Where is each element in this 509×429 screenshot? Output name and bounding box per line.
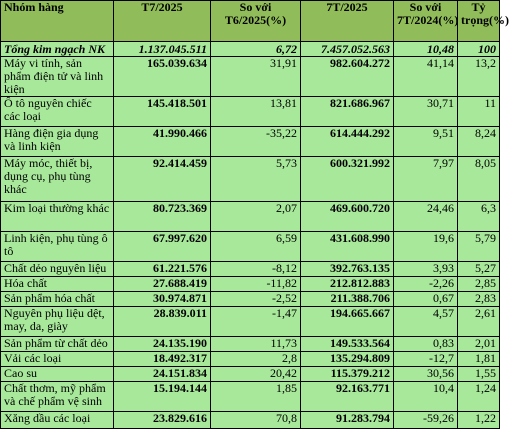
row-vs-t6: -2,52 bbox=[211, 292, 301, 307]
row-ytd: 149.533.564 bbox=[301, 337, 394, 352]
row-name: Máy vi tính, sản phẩm điện tử và linh kiện bbox=[1, 57, 114, 97]
table-row bbox=[1, 382, 500, 412]
total-row bbox=[1, 42, 500, 57]
table-row bbox=[1, 202, 500, 232]
row-vs-t6: -1,47 bbox=[211, 307, 301, 337]
row-name: Nguyên phụ liệu dệt, may, da, giày bbox=[1, 307, 114, 337]
row-vs-ytd: -12,7 bbox=[394, 352, 458, 367]
row-ytd: 982.604.272 bbox=[301, 57, 394, 97]
row-name: Cao su bbox=[1, 367, 114, 382]
row-share: 5,27 bbox=[458, 262, 500, 277]
table-row bbox=[1, 307, 500, 337]
row-vs-ytd: 4,57 bbox=[394, 307, 458, 337]
row-ytd: 194.665.667 bbox=[301, 307, 394, 337]
row-t7: 18.492.317 bbox=[114, 352, 211, 367]
row-share: 5,79 bbox=[458, 232, 500, 262]
table-row bbox=[1, 127, 500, 157]
row-vs-t6: 5,73 bbox=[211, 157, 301, 202]
row-vs-t6: 31,91 bbox=[211, 57, 301, 97]
row-t7: 27.688.419 bbox=[114, 277, 211, 292]
row-vs-t6: 20,42 bbox=[211, 367, 301, 382]
row-vs-t6: 2,07 bbox=[211, 202, 301, 232]
row-vs-t6: 2,8 bbox=[211, 352, 301, 367]
row-share: 11 bbox=[458, 97, 500, 127]
row-t7: 24.151.834 bbox=[114, 367, 211, 382]
table-row bbox=[1, 97, 500, 127]
total-ytd: 7.457.052.563 bbox=[301, 42, 394, 57]
row-vs-ytd: -2,26 bbox=[394, 277, 458, 292]
row-name: Hàng điện gia dụng và linh kiện bbox=[1, 127, 114, 157]
row-t7: 23.829.616 bbox=[114, 412, 211, 429]
row-vs-ytd: 19,6 bbox=[394, 232, 458, 262]
header-vs-ytd: So với 7T/2024(%) bbox=[394, 1, 458, 42]
row-vs-t6: 6,59 bbox=[211, 232, 301, 262]
row-vs-t6: 1,85 bbox=[211, 382, 301, 412]
row-ytd: 92.163.771 bbox=[301, 382, 394, 412]
header-t7: T7/2025 bbox=[114, 1, 211, 42]
row-vs-t6: -35,22 bbox=[211, 127, 301, 157]
header-row bbox=[1, 1, 500, 42]
row-vs-ytd: 3,93 bbox=[394, 262, 458, 277]
row-t7: 92.414.459 bbox=[114, 157, 211, 202]
row-t7: 15.194.144 bbox=[114, 382, 211, 412]
row-t7: 80.723.369 bbox=[114, 202, 211, 232]
row-vs-ytd: 30,71 bbox=[394, 97, 458, 127]
row-share: 2,83 bbox=[458, 292, 500, 307]
table-row bbox=[1, 367, 500, 382]
header-group: Nhóm hàng bbox=[1, 1, 114, 42]
table-row bbox=[1, 412, 500, 429]
row-ytd: 91.283.794 bbox=[301, 412, 394, 429]
table-row bbox=[1, 292, 500, 307]
table-row bbox=[1, 157, 500, 202]
row-t7: 145.418.501 bbox=[114, 97, 211, 127]
row-ytd: 431.608.990 bbox=[301, 232, 394, 262]
row-ytd: 115.379.212 bbox=[301, 367, 394, 382]
row-vs-ytd: 7,97 bbox=[394, 157, 458, 202]
row-vs-t6: -8,12 bbox=[211, 262, 301, 277]
row-ytd: 211.388.706 bbox=[301, 292, 394, 307]
header-share: Tỷ trọng(%) bbox=[458, 1, 500, 42]
row-vs-ytd: 30,56 bbox=[394, 367, 458, 382]
total-vs-ytd: 10,48 bbox=[394, 42, 458, 57]
row-t7: 41.990.466 bbox=[114, 127, 211, 157]
row-name: Chất dẻo nguyên liệu bbox=[1, 262, 114, 277]
row-ytd: 600.321.992 bbox=[301, 157, 394, 202]
row-vs-ytd: 9,51 bbox=[394, 127, 458, 157]
row-ytd: 469.600.720 bbox=[301, 202, 394, 232]
row-name: Linh kiện, phụ tùng ô tô bbox=[1, 232, 114, 262]
row-ytd: 135.294.809 bbox=[301, 352, 394, 367]
row-name: Ô tô nguyên chiếc các loại bbox=[1, 97, 114, 127]
table-row bbox=[1, 57, 500, 97]
row-share: 8,24 bbox=[458, 127, 500, 157]
row-share: 13,2 bbox=[458, 57, 500, 97]
row-share: 6,3 bbox=[458, 202, 500, 232]
row-share: 8,05 bbox=[458, 157, 500, 202]
row-share: 1,22 bbox=[458, 412, 500, 429]
row-ytd: 614.444.292 bbox=[301, 127, 394, 157]
row-t7: 165.039.634 bbox=[114, 57, 211, 97]
row-ytd: 212.812.883 bbox=[301, 277, 394, 292]
row-vs-ytd: 0,83 bbox=[394, 337, 458, 352]
row-share: 2,85 bbox=[458, 277, 500, 292]
row-name: Kim loại thường khác bbox=[1, 202, 114, 232]
row-t7: 30.974.871 bbox=[114, 292, 211, 307]
total-name: Tổng kim ngạch NK bbox=[1, 42, 114, 57]
row-t7: 61.221.576 bbox=[114, 262, 211, 277]
row-t7: 28.839.011 bbox=[114, 307, 211, 337]
row-share: 1,55 bbox=[458, 367, 500, 382]
row-vs-ytd: -59,26 bbox=[394, 412, 458, 429]
row-vs-ytd: 24,46 bbox=[394, 202, 458, 232]
row-ytd: 821.686.967 bbox=[301, 97, 394, 127]
row-share: 2,61 bbox=[458, 307, 500, 337]
total-vs-t6: 6,72 bbox=[211, 42, 301, 57]
row-name: Sản phẩm từ chất dẻo bbox=[1, 337, 114, 352]
row-name: Vải các loại bbox=[1, 352, 114, 367]
row-vs-ytd: 0,67 bbox=[394, 292, 458, 307]
total-share: 100 bbox=[458, 42, 500, 57]
row-share: 2,01 bbox=[458, 337, 500, 352]
row-name: Hóa chất bbox=[1, 277, 114, 292]
row-vs-t6: -11,82 bbox=[211, 277, 301, 292]
row-name: Chất thơm, mỹ phẩm và chế phẩm vệ sinh bbox=[1, 382, 114, 412]
table-row bbox=[1, 337, 500, 352]
row-name: Máy móc, thiết bị, dụng cụ, phụ tùng khác bbox=[1, 157, 114, 202]
row-vs-t6: 13,81 bbox=[211, 97, 301, 127]
row-vs-ytd: 41,14 bbox=[394, 57, 458, 97]
row-share: 1,24 bbox=[458, 382, 500, 412]
total-t7: 1.137.045.511 bbox=[114, 42, 211, 57]
row-vs-ytd: 10,4 bbox=[394, 382, 458, 412]
row-t7: 67.997.620 bbox=[114, 232, 211, 262]
table-row bbox=[1, 262, 500, 277]
table-row bbox=[1, 232, 500, 262]
row-name: Sản phẩm hóa chất bbox=[1, 292, 114, 307]
header-vs-t6: So với T6/2025(%) bbox=[211, 1, 301, 42]
row-name: Xăng dầu các loại bbox=[1, 412, 114, 429]
row-ytd: 392.763.135 bbox=[301, 262, 394, 277]
row-vs-t6: 70,8 bbox=[211, 412, 301, 429]
row-t7: 24.135.190 bbox=[114, 337, 211, 352]
table-row bbox=[1, 352, 500, 367]
table-row bbox=[1, 277, 500, 292]
row-share: 1,81 bbox=[458, 352, 500, 367]
row-vs-t6: 11,73 bbox=[211, 337, 301, 352]
header-ytd: 7T/2025 bbox=[301, 1, 394, 42]
